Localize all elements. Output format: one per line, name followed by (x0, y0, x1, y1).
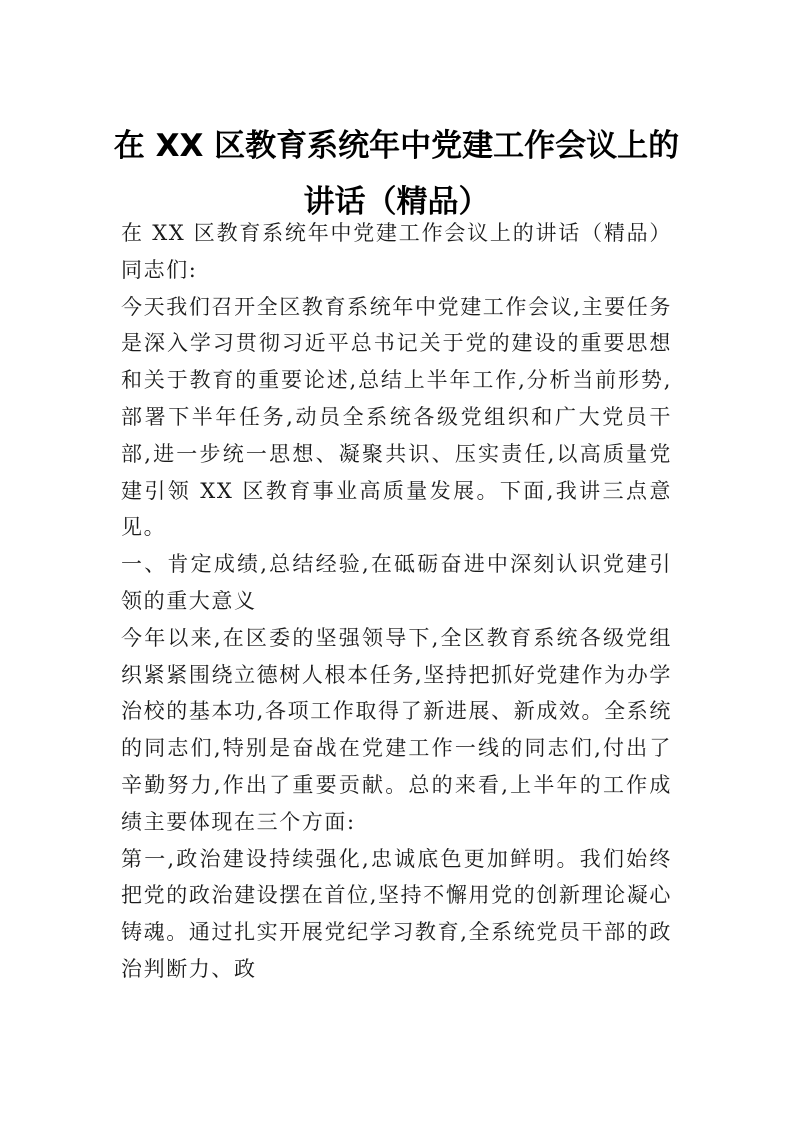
paragraph-point-1: 第一,政治建设持续强化,忠诚底色更加鲜明。我们始终把党的政治建设摆在首位,坚持不懈用党的创新理论凝心铸魂。通过扎实开展党纪学习教育,全系统党员干部的政治判断力、政 (121, 846, 672, 981)
document-body (121, 215, 672, 988)
paragraph-intro: 今天我们召开全区教育系统年中党建工作会议,主要任务是深入学习贯彻习近平总书记关于党的建设的重要思想和关于教育的重要论述,总结上半年工作,分析当前形势,部署下半年任务,动员全系统各级党组织和广大党员干部,进一步统一思想、凝聚共识、压实责任,以高质量党建引领 XX 区教育事业高质量发展。下面,我讲三点意见。 (121, 294, 672, 540)
paragraph-salutation: 在 XX 区教育系统年中党建工作会议上的讲话（精品）同志们: (121, 221, 672, 282)
paragraph-achievements: 今年以来,在区委的坚强领导下,全区教育系统各级党组织紧紧围绕立德树人根本任务,坚持把抓好党建作为办学治校的基本功,各项工作取得了新进展、新成效。全系统的同志们,特别是奋战在党建工作一线的同志们,付出了辛勤努力,作出了重要贡献。总的来看,上半年的工作成绩主要体现在三个方面: (121, 625, 672, 834)
document-title: 在 XX 区教育系统年中党建工作会议上的讲话（精品） (113, 128, 680, 220)
section-heading-1: 一、肯定成绩,总结经验,在砥砺奋进中深刻认识党建引领的重大意义 (121, 552, 672, 613)
